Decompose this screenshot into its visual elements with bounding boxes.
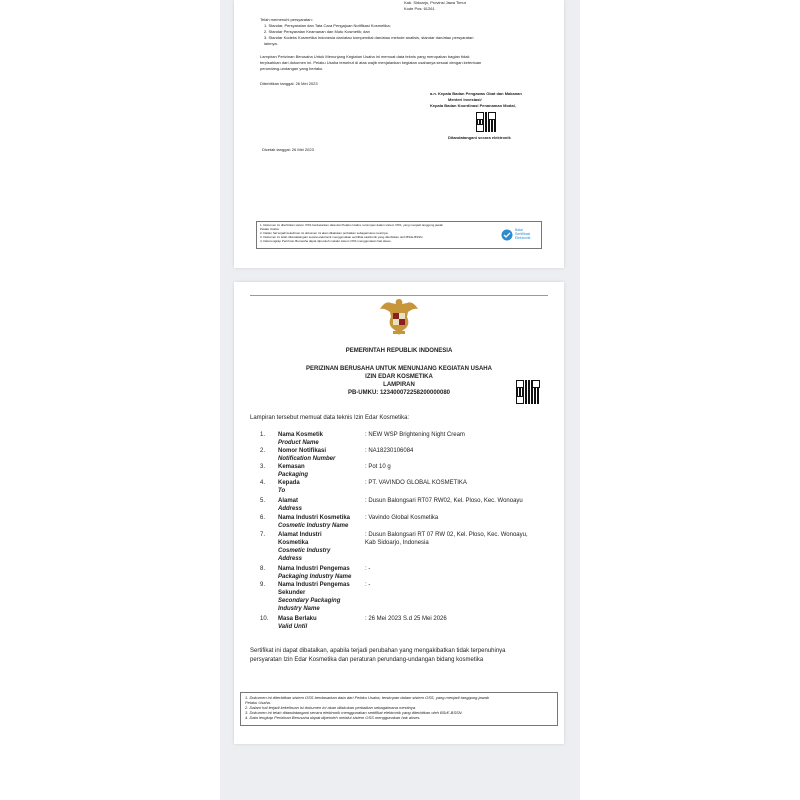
footer-note: 4. Data lengkap Perizinan Berusaha dapat diperoleh melalui sistem OSS menggunakan hak akses. <box>260 239 392 243</box>
pb-umku-number: PB-UMKU: 123400072258200000080 <box>347 390 451 396</box>
garuda-emblem-icon <box>377 295 421 339</box>
footer-note: Pelaku Usaha. <box>260 227 280 231</box>
attachment-note: terpisahkan dari dokumen ini. Pelaku Usaha tersebut di atas wajib menjalankan kegiatan usahanya sesuai dengan ketentuan <box>260 60 482 65</box>
footer-note: 1. Dokumen ini diterbitkan sistem OSS berdasarkan data dari Pelaku Usaha, tersimpan dalam sistem OSS, yang menjadi tanggung jawab <box>245 695 489 700</box>
footer-note: 1. Dokumen ini diterbitkan sistem OSS berdasarkan data dari Pelaku Usaha, tersimpan dalam sistem OSS, yang menjadi tanggung jawab <box>260 223 443 227</box>
permit-subtitle: IZIN EDAR KOSMETIKA <box>365 374 433 380</box>
signature-line: Menteri Investasi/ <box>448 97 482 102</box>
footer-note: Pelaku Usaha. <box>245 700 272 705</box>
footer-notes-box <box>240 692 558 726</box>
item-label: Masa Berlaku <box>278 616 317 622</box>
item-value: : Dusun Balongsari RT07 RW02, Kel. Ploso, Kec. Wonoayu <box>365 498 523 504</box>
footer-note: 3. Dokumen ini telah ditandatangani secara elektronik menggunakan sertifikat elektronik yang diterbitkan oleh BSrE-BSSN. <box>260 235 424 239</box>
signed-electronically: Ditandatangani secara elektronik <box>448 135 511 140</box>
signature-line: Kepala Badan Koordinasi Penanaman Modal, <box>430 103 516 108</box>
item-label-en: Packaging <box>278 472 309 478</box>
qr-code-icon <box>476 112 496 132</box>
item-number: 4. <box>260 480 266 486</box>
item-label-en: To <box>278 488 286 494</box>
item-label: Nama Industri Pengemas <box>278 566 350 572</box>
footer-note: 3. Dokumen ini telah ditandatangani secara elektronik menggunakan sertifikat elektronik yang diterbitkan oleh BSrE-BSSN. <box>245 710 463 715</box>
bsre-logo <box>501 226 537 244</box>
item-number: 8. <box>260 566 266 572</box>
item-value: : Vavindo Global Kosmetika <box>365 515 439 521</box>
permit-title: PERIZINAN BERUSAHA UNTUK MENUNJANG KEGIATAN USAHA <box>306 366 492 372</box>
footer-note: 2. Dalam hal terjadi kekeliruan isi dokumen ini akan dilakukan perbaikan sebagaimana mestinya. <box>260 231 389 235</box>
item-number: 6. <box>260 515 266 521</box>
item-value: : PT. VAVINDO GLOBAL KOSMETIKA <box>365 480 467 486</box>
requirements-intro: Telah memenuhi persyaratan: <box>260 17 313 22</box>
item-value: Kab Sidoarjo, Indonesia <box>365 540 429 546</box>
item-value: : 26 Mei 2023 S.d 25 Mei 2026 <box>365 616 447 622</box>
document-page-2 <box>234 282 564 744</box>
item-number: 9. <box>260 582 266 588</box>
item-label-en: Cosmetic Industry <box>278 548 331 554</box>
footer-notes-box <box>256 221 542 249</box>
item-value: : NEW WSP Brightening Night Cream <box>365 432 465 438</box>
item-label: Nama Kosmetik <box>278 432 324 438</box>
item-number: 3. <box>260 464 266 470</box>
government-heading: PEMERINTAH REPUBLIK INDONESIA <box>345 348 453 354</box>
bsre-logo-text: Balai <box>515 228 523 232</box>
bsre-logo-text: Sertifikasi <box>515 232 531 236</box>
requirement-item: 3. Standar Kodeks Kosmetika Indonesia dan/atau kompendial dan/atau metode analisis, standar dan/atau persyaratan <box>264 35 474 40</box>
requirement-item: lainnya. <box>264 41 278 46</box>
item-number: 7. <box>260 532 266 538</box>
signature-line: a.n. Kepala Badan Pengawas Obat dan Makanan <box>430 91 522 96</box>
attachment-note: perundang-undangan yang berlaku. <box>260 66 324 71</box>
item-value: : Pot 10 g <box>365 464 391 470</box>
item-number: 10. <box>260 616 269 622</box>
closing-text: Sertifikat ini dapat dibatalkan, apabila terjadi perubahan yang mengakibatkan tidak terpenuhinya <box>250 648 506 654</box>
item-number: 5. <box>260 498 266 504</box>
footer-note: 2. Dalam hal terjadi kekeliruan isi dokumen ini akan dilakukan perbaikan sebagaimana mestinya. <box>245 705 417 710</box>
printed-date: Dicetak tanggal: 26 Mei 2023 <box>262 147 314 152</box>
address-line: Kab. Sidoarjo, Provinsi Jawa Timur <box>404 0 467 5</box>
item-value: : Dusun Balongsari RT 07 RW 02, Kel. Ploso, Kec. Wonoayu, <box>365 532 528 538</box>
item-label-en: Address <box>278 556 303 562</box>
item-label: Alamat Industri <box>278 532 322 538</box>
item-label-en: Secondary Packaging <box>278 598 341 604</box>
closing-text: persyaratan Izin Edar Kosmetika dan peraturan perundang-undangan bidang kosmetika <box>250 657 484 663</box>
document-page-1 <box>234 0 564 268</box>
item-label: Nama Industri Pengemas <box>278 582 350 588</box>
item-label-en: Cosmetic Industry Name <box>278 523 349 529</box>
item-label-en: Product Name <box>278 440 319 446</box>
item-label-en: Address <box>278 506 303 512</box>
intro-text: Lampiran tersebut memuat data teknis Izin Edar Kosmetika: <box>250 415 410 421</box>
requirement-item: 1. Standar, Persyaratan dan Tata Cara Pengajuan Notifikasi Kosmetika; <box>264 23 391 28</box>
item-label: Kepada <box>278 480 300 486</box>
item-label: Kemasan <box>278 464 305 470</box>
bsre-logo-icon <box>501 229 513 241</box>
item-number: 1. <box>260 432 266 438</box>
item-value: : NA18230106084 <box>365 448 414 454</box>
attachment-note: Lampiran Perizinan Berusaha Untuk Menunjang Kegiatan Usaha ini memuat data teknis yang merupakan bagian tidak <box>260 54 470 59</box>
qr-code-icon <box>516 380 540 404</box>
item-label: Alamat <box>278 498 299 504</box>
item-label-en: Notification Number <box>278 456 336 462</box>
item-number: 2. <box>260 448 266 454</box>
item-label: Kosmetika <box>278 540 309 546</box>
item-label-en: Valid Until <box>278 624 308 630</box>
item-value: : - <box>365 582 371 588</box>
issued-date: Diterbitkan tanggal: 26 Mei 2023 <box>260 81 318 86</box>
footer-note: 4. Data lengkap Perizinan Berusaha dapat diperoleh melalui sistem OSS menggunakan hak akses. <box>245 715 421 720</box>
requirement-item: 2. Standar Persyaratan Keamanan dan Mutu Kosmetik; dan <box>264 29 370 34</box>
item-label: Nama Industri Kosmetika <box>278 515 351 521</box>
item-label-en: Packaging Industry Name <box>278 574 352 580</box>
bsre-logo-text: Elektronik <box>515 236 531 240</box>
item-label: Sekunder <box>278 590 306 596</box>
item-value: : - <box>365 566 371 572</box>
item-label-en: Industry Name <box>278 606 320 612</box>
address-line: Kode Pos: 61261 <box>404 6 435 11</box>
attachment-heading: LAMPIRAN <box>383 382 415 388</box>
item-label: Nomor Notifikasi <box>278 448 327 454</box>
